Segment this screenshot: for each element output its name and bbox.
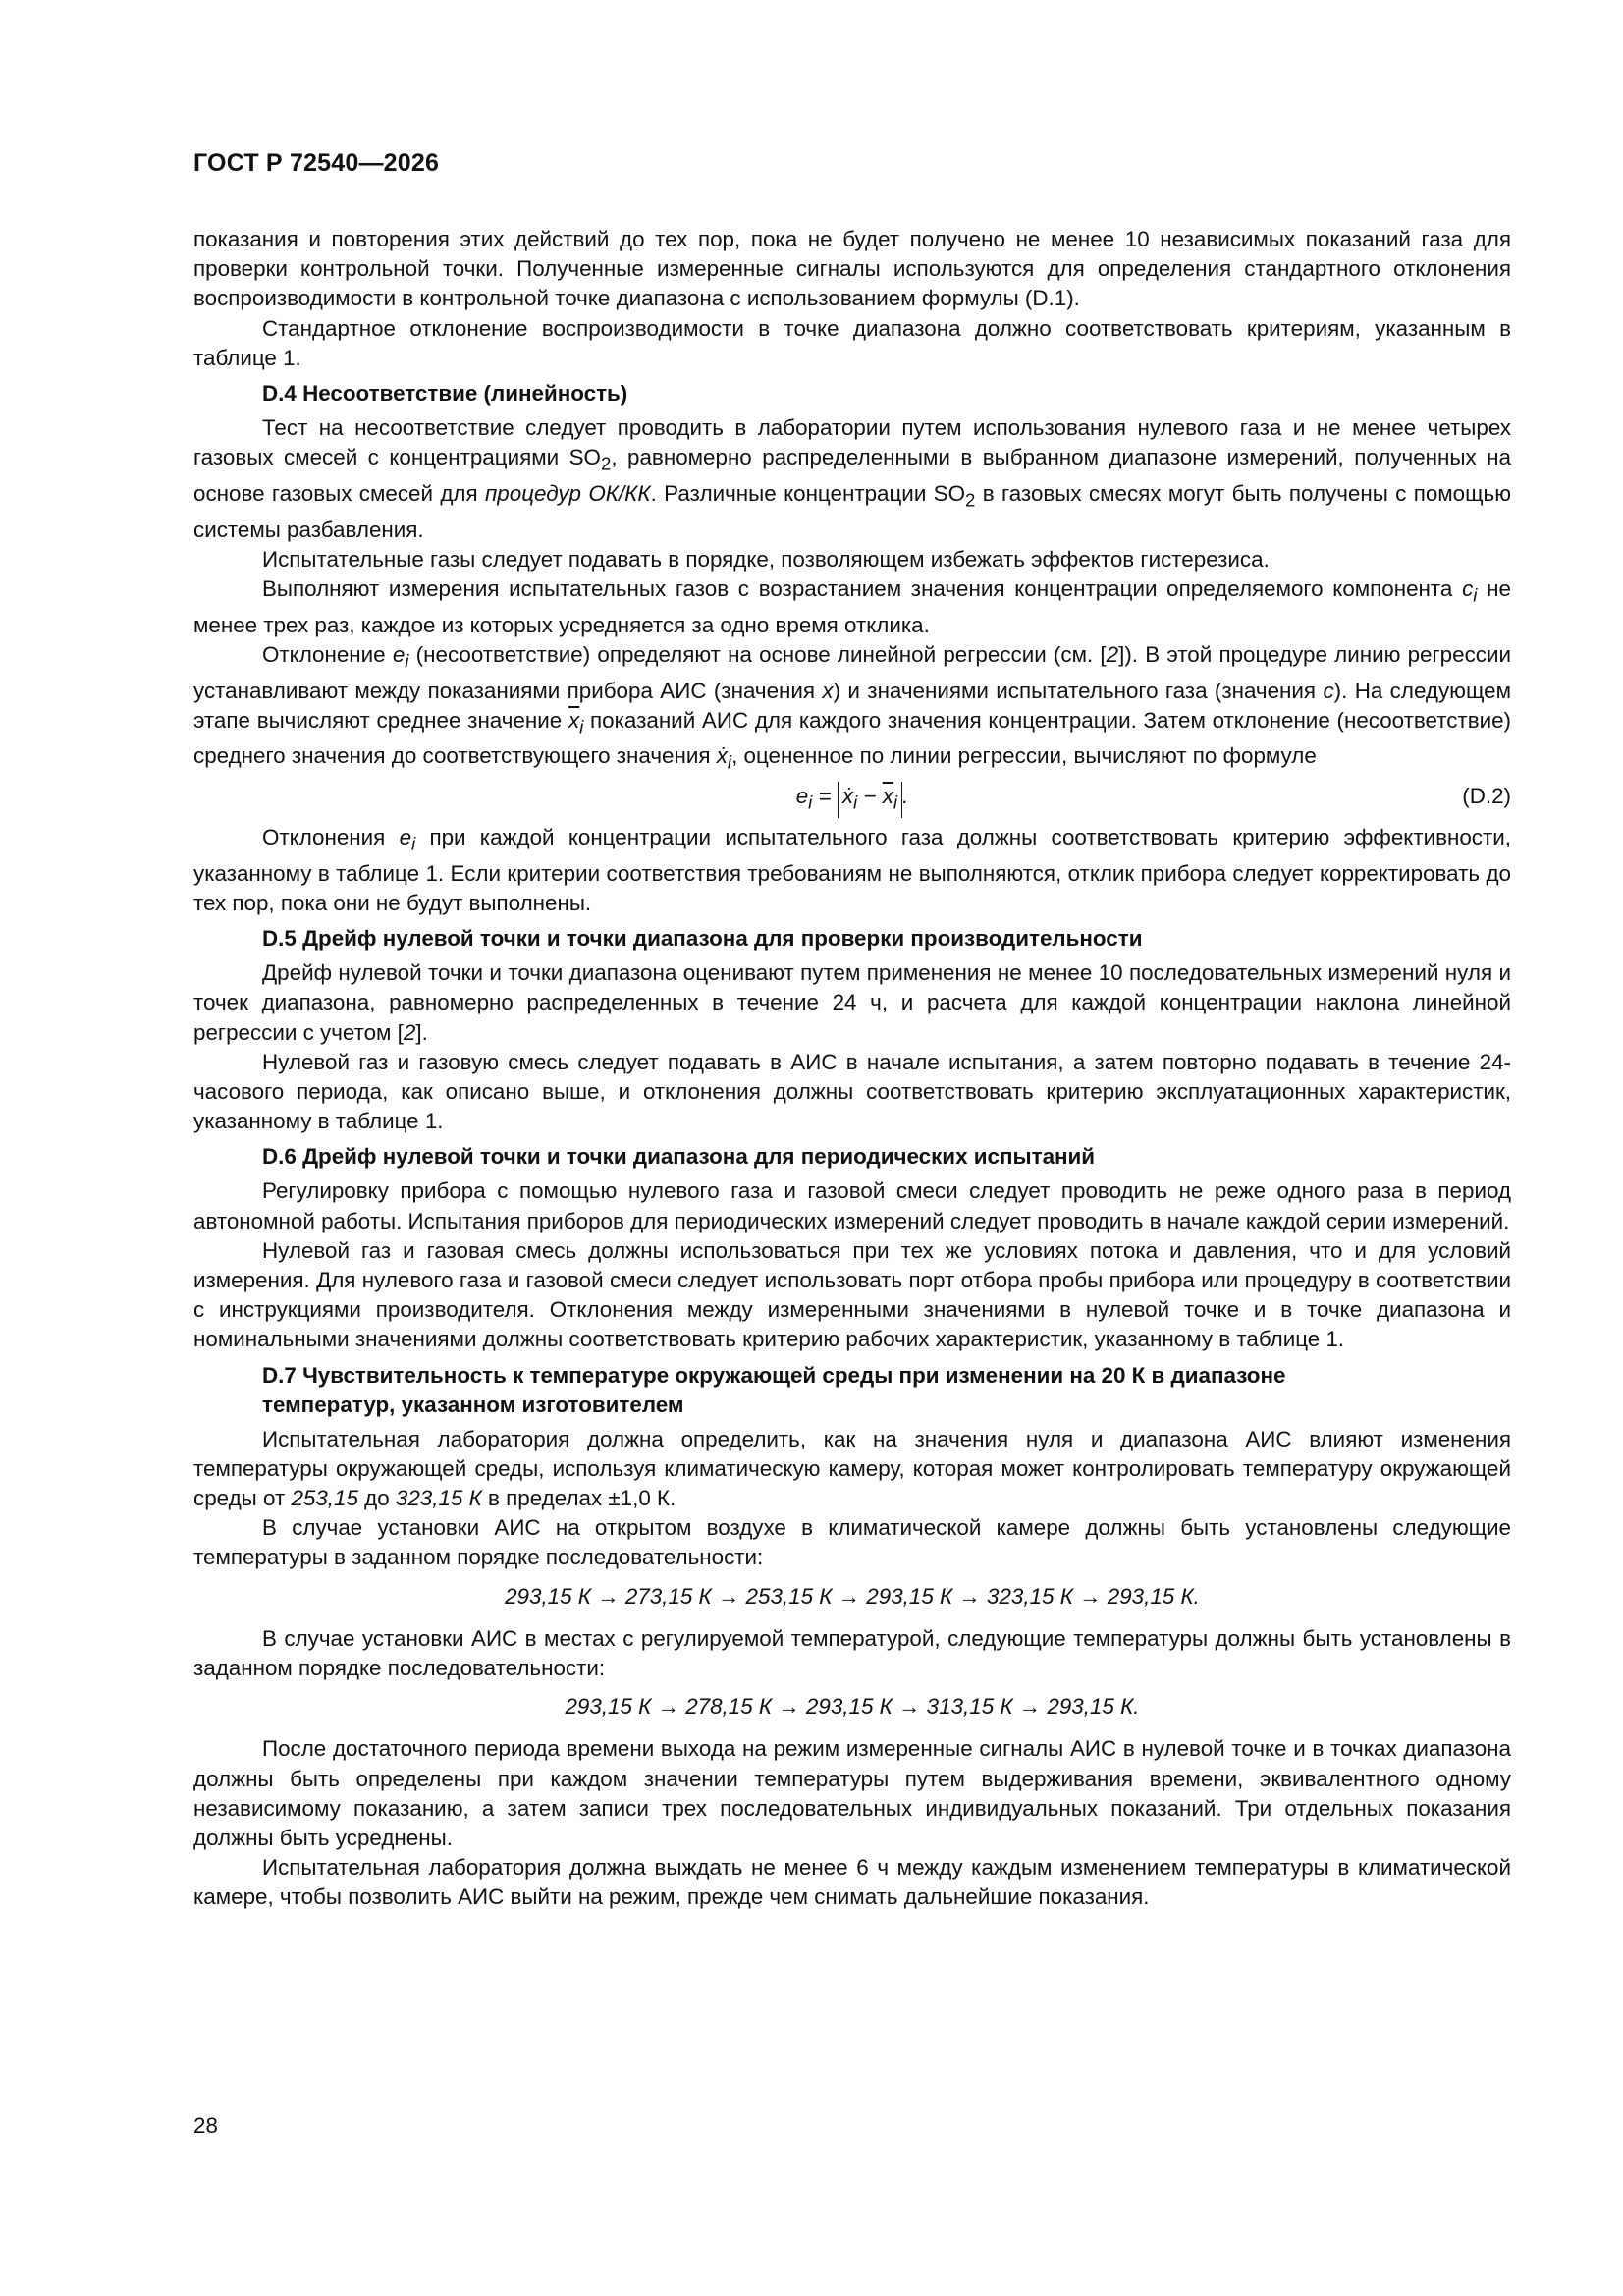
temperature-value: 253,15 bbox=[291, 1485, 358, 1510]
heading-line: D.7 Чувствительность к температуре окружающей среды при изменении на 20 К в диапазоне bbox=[262, 1362, 1286, 1388]
page-number: 28 bbox=[193, 2113, 218, 2138]
symbol-i: i bbox=[893, 792, 898, 813]
text-run: до bbox=[357, 1485, 396, 1510]
document-body bbox=[193, 225, 1511, 1913]
text-run: Отклонение bbox=[262, 641, 393, 667]
paragraph: После достаточного периода времени выхода на режим измеренные сигналы АИС в нулевой точке и в точках диапазона должны быть определены при каждом значении температуры путем выдерживания времени, эквивалентного одному независимому показанию, а затем записи трех последовательных индивидуальных показаний. Три отдельных показания должны быть усреднены. bbox=[193, 1736, 1511, 1851]
formula-expression bbox=[193, 782, 1511, 818]
symbol-e: e bbox=[392, 641, 406, 667]
text-run: при каждой концентрации испытательного газа должны соответствовать критерию эффективности, указанному в таблице 1. Если критерии соответствия требованиям не выполняются, отклик прибора следует корректировать до тех пор, пока они не будут выполнены. bbox=[193, 825, 1511, 915]
symbol-x: x bbox=[822, 678, 834, 703]
formula-number: (D.2) bbox=[1462, 784, 1511, 809]
paragraph: В случае установки АИС на открытом воздухе в климатической камере должны быть установлены следующие температуры в заданном порядке последовательности: bbox=[193, 1515, 1511, 1570]
formula-equals: = bbox=[812, 784, 838, 809]
symbol-i: i bbox=[853, 792, 858, 813]
paragraph: Нулевой газ и газовая смесь должны использоваться при тех же условиях потока и давления, что и для условий измерения. Для нулевого газа и газовой смеси следует использовать порт отбора пробы прибора или процедуру в соответствии с инструкциями производителя. Отклонения между измеренными значениями в нулевой точке и в точке диапазона и номинальными значениями должны соответствовать критерию рабочих характеристик, указанному в таблице 1. bbox=[193, 1237, 1511, 1352]
text-run: , равномерно распределенными в выбранном диапазоне измерений, полученных на основе газовых смесей для bbox=[193, 445, 1511, 506]
symbol-c: c bbox=[1462, 575, 1474, 601]
symbol-i: i bbox=[579, 716, 584, 738]
paragraph bbox=[193, 823, 1511, 918]
paragraph: Регулировку прибора с помощью нулевого газа и газовой смеси следует проводить не реже одного раза в период автономной работы. Испытания приборов для периодических измерений следует проводить в начале каждой серии измерений. bbox=[193, 1178, 1511, 1233]
formula-abs bbox=[838, 782, 902, 817]
reference: 2 bbox=[403, 1019, 416, 1045]
text-run: не менее трех раз, каждое из которых усредняется за одно время отклика. bbox=[193, 575, 1511, 637]
text-run: ) и значениями испытательного газа (значения bbox=[833, 678, 1324, 703]
subscript: 2 bbox=[600, 453, 612, 474]
subscript: 2 bbox=[965, 489, 976, 511]
section-heading-d5: D.5 Дрейф нулевой точки и точки диапазона для проверки производительности bbox=[262, 926, 1143, 952]
heading-line: температур, указанном изготовителем bbox=[262, 1392, 684, 1417]
text-run: Тест на несоответствие следует проводить в лаборатории путем использования нулевого газа и не менее четырех газовых смесей с концентрациями SO bbox=[193, 415, 1511, 470]
symbol-i: i bbox=[1473, 584, 1478, 606]
text-run: Испытательная лаборатория должна определить, как на значения нуля и диапазона АИС влияют изменения температуры окружающей среды, используя климатическую камеру, которая может контролировать температуру окружающей среды от bbox=[193, 1426, 1511, 1510]
symbol-i: i bbox=[405, 650, 409, 672]
formula-x-bar: $\overline{x}$ bbox=[882, 784, 893, 809]
paragraph: Нулевой газ и газовую смесь следует подавать в АИС в начале испытания, а затем повторно подавать в течение 24-часового периода, как описано выше, и отклонения должны соответствовать критерию эксплуатационных характеристик, указанному в таблице 1. bbox=[193, 1049, 1511, 1134]
paragraph bbox=[193, 640, 1511, 778]
symbol-i: i bbox=[808, 792, 813, 813]
paragraph: Испытательные газы следует подавать в порядке, позволяющем избежать эффектов гистерезиса. bbox=[262, 546, 1270, 572]
paragraph: показания и повторения этих действий до тех пор, пока не будет получено не менее 10 независимых показаний газа для проверки контрольной точки. Полученные измеренные сигналы используются для определения стандартного отклонения воспроизводимости в контрольной точке диапазона с использованием формулы (D.1). bbox=[193, 227, 1511, 311]
temperature-sequence: 293,15 К → 278,15 К → 293,15 К → 313,15 К → 293,15 К. bbox=[565, 1694, 1140, 1720]
symbol-x-bar: $\overline{x}$ bbox=[568, 707, 580, 733]
text-run: ]. bbox=[415, 1019, 428, 1045]
symbol-i: i bbox=[411, 833, 416, 854]
text-run: . Различные концентрации SO bbox=[650, 480, 966, 506]
paragraph: Стандартное отклонение воспроизводимости в точке диапазона должно соответствовать критериям, указанным в таблице 1. bbox=[193, 315, 1511, 370]
text-run: ]). В этой процедуре линию регрессии устанавливают между показаниями прибора АИС (значения bbox=[193, 641, 1511, 703]
paragraph: Испытательная лаборатория должна выждать не менее 6 ч между каждым изменением температуры в климатической камере, чтобы позволить АИС выйти на режим, прежде чем снимать дальнейшие показания. bbox=[193, 1855, 1511, 1910]
paragraph bbox=[193, 574, 1511, 640]
text-run: , оцененное по линии регрессии, вычисляют по формуле bbox=[731, 743, 1317, 769]
text-run: показаний АИС для каждого значения концентрации. Затем отклонение (несоответствие) среднего значения до соответствующего значения bbox=[193, 707, 1511, 769]
text-run: Выполняют измерения испытательных газов с возрастанием значения концентрации определяемого компонента bbox=[262, 575, 1463, 601]
text-run: процедур ОК/КК bbox=[484, 480, 651, 506]
text-run: Дрейф нулевой точки и точки диапазона оценивают путем применения не менее 10 последовательных измерений нуля и точек диапазона, равномерно распределенных в течение 24 ч, и расчета для каждой концентрации наклона линейной регрессии с учетом [ bbox=[193, 960, 1511, 1045]
formula-d2 bbox=[193, 782, 1511, 817]
text-run: (несоответствие) определяют на основе линейной регрессии (см. [ bbox=[408, 641, 1107, 667]
formula-x-dot: ẋ bbox=[841, 784, 854, 809]
paragraph bbox=[193, 413, 1511, 545]
paragraph: В случае установки АИС в местах с регулируемой температурой, следующие температуры должны быть установлены в заданном порядке последовательности: bbox=[193, 1625, 1511, 1680]
reference: 2 bbox=[1106, 641, 1119, 667]
section-heading-d6: D.6 Дрейф нулевой точки и точки диапазона для периодических испытаний bbox=[262, 1144, 1096, 1170]
formula-lhs: e bbox=[795, 784, 809, 809]
document-header: ГОСТ Р 72540—2026 bbox=[193, 149, 440, 177]
formula-end: . bbox=[902, 784, 909, 809]
symbol-i: i bbox=[727, 751, 732, 773]
text-run: в газовых смесях могут быть получены с помощью системы разбавления. bbox=[193, 480, 1512, 542]
symbol-x-dot: ẋ bbox=[716, 743, 728, 769]
text-run: Отклонения bbox=[262, 825, 400, 850]
paragraph bbox=[193, 958, 1511, 1048]
symbol-c: c bbox=[1323, 678, 1334, 703]
temperature-value: 323,15 К bbox=[395, 1485, 482, 1510]
paragraph bbox=[193, 1425, 1511, 1514]
section-heading-d7 bbox=[262, 1361, 1511, 1420]
formula-minus: − bbox=[857, 784, 883, 809]
text-run: в пределах ±1,0 К. bbox=[481, 1485, 676, 1510]
temperature-sequence: 293,15 К → 273,15 К → 253,15 К → 293,15 К → 323,15 К → 293,15 К. bbox=[505, 1583, 1200, 1609]
symbol-e: e bbox=[399, 825, 412, 850]
section-heading-d4: D.4 Несоответствие (линейность) bbox=[262, 381, 628, 407]
text-run: ). На следующем этапе вычисляют среднее значение bbox=[193, 678, 1511, 733]
subscript bbox=[893, 793, 897, 813]
